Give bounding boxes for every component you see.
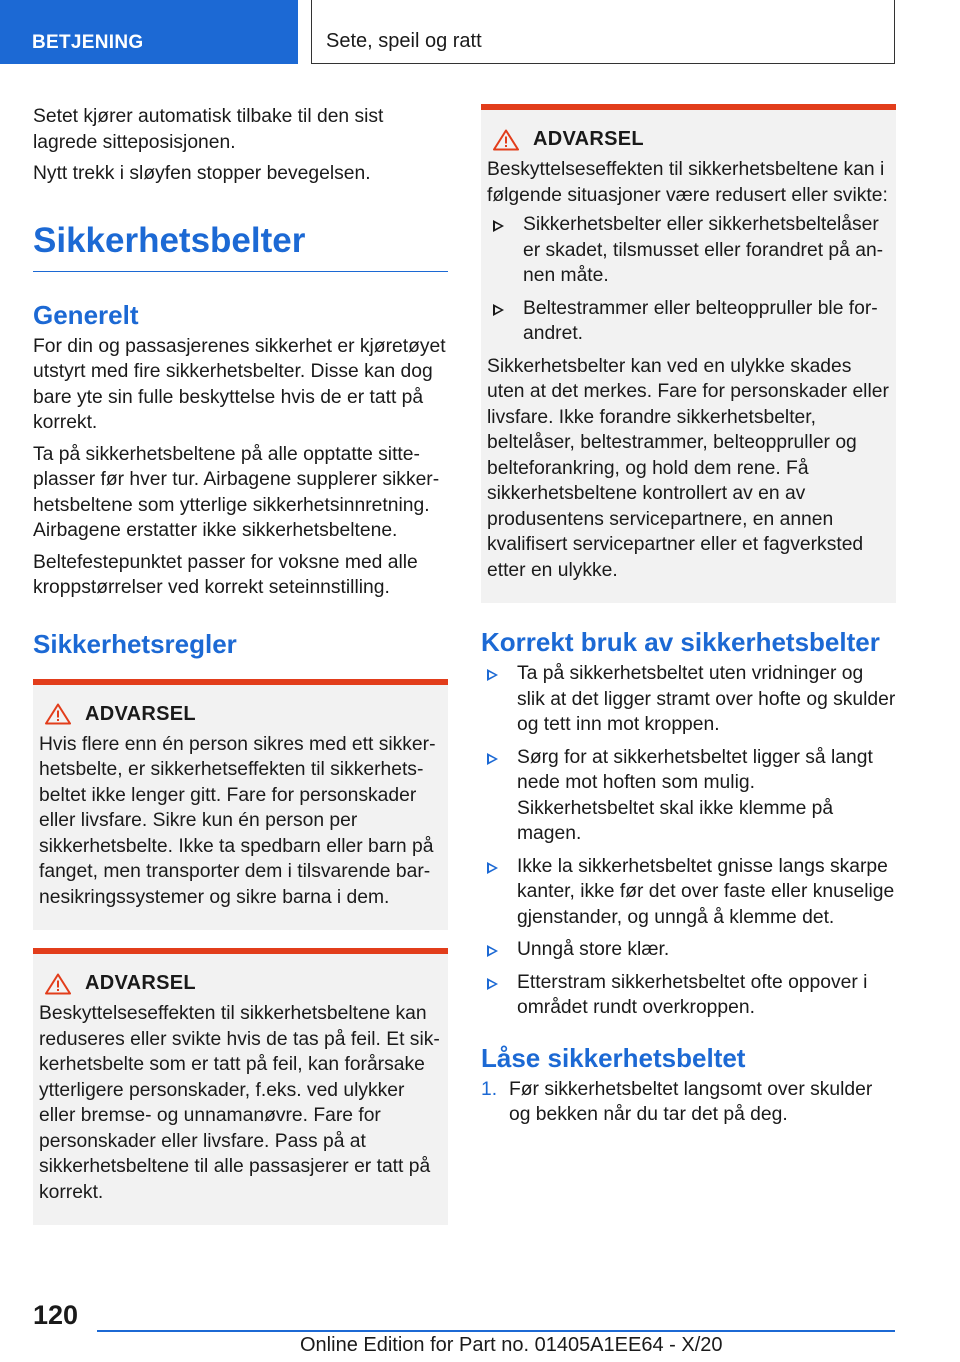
warning-label: ADVARSEL: [85, 702, 196, 725]
chapter-tab: [311, 0, 895, 64]
steps-list: [481, 1077, 896, 1128]
triangle-bullet-icon: [487, 753, 498, 765]
warning-box: [33, 679, 448, 931]
triangle-bullet-icon: [487, 862, 498, 874]
triangle-bullet-icon: [487, 945, 498, 957]
list-item: Etterstram sikkerhetsbeltet ofte oppover i området rundt overkroppen.: [481, 970, 896, 1021]
triangle-bullet-icon: [487, 669, 498, 681]
triangle-bullet-icon: [493, 304, 504, 316]
section-title: BETJENING: [32, 32, 144, 53]
warning-text: Hvis flere enn én person sikres med ett sikkerhetsbelte, er sikkerhetseffekten til sikkerhetsbeltet ikke lenger gitt. Fare for personskader eller livsfare. Sikre kun én person per sikkerhetsbelte. Ikke ta spedbarn eller barn på fanget, men transporter dem i tilsvarende barnesikringssystemer og sikre barna i dem.: [39, 733, 436, 908]
footer-edition: Online Edition for Part no. 01405A1EE64 - X/20: [300, 1334, 723, 1356]
heading-laase: Låse sikkerhetsbeltet: [481, 1042, 746, 1073]
paragraph: Ta på sikkerhetsbeltene på alle opptatte sitteplasser før hver tur. Airbagene supplerer sikkerhetsbeltene som ytterlige sikkerhetsinnretning. Airbagene erstatter ikke sikkerhetsbeltene.: [33, 443, 440, 541]
warning-triangle-icon: [45, 973, 71, 995]
warning-label: ADVARSEL: [533, 128, 644, 150]
step-item: 1. Før sikkerhetsbeltet langsomt over skulder og bekken når du tar det på deg.: [481, 1078, 873, 1125]
warning-box: [33, 948, 448, 1225]
warning-triangle-icon: [493, 129, 519, 151]
warning-box: [481, 104, 896, 603]
warning-list: [487, 212, 890, 347]
triangle-bullet-icon: [493, 220, 504, 232]
warning-text: Sikkerhetsbelter kan ved en ulykke skades uten at det merkes. Fare for personskader eller livsfare. Ikke forandre sikkerhetsbelter, beltelåser, beltestrammer, belteoppruller og belteforankring, og hold dem rene. Få sikkerhetsbeltene kontrollert av en av produsentens servicepartnere, en annen kvalifisert servicepartner eller et fagverksted etter en ulykke.: [487, 355, 889, 581]
right-column: [481, 104, 896, 1128]
intro-paragraph: Nytt trekk i sløyfen stopper bevegelsen.: [33, 163, 371, 184]
list-item: Sørg for at sikkerhetsbeltet ligger så langt nede mot hoften som mulig. Sikkerhetsbeltet skal ikke klemme på magen.: [481, 745, 896, 847]
warning-intro: Beskyttelseseffekten til sikkerhetsbeltene kan i følgende situasjoner være redusert eller svikte:: [487, 159, 888, 206]
heading-sikkerhetsregler: Sikkerhetsregler: [33, 628, 237, 659]
page-title: Sikkerhetsbelter: [33, 221, 448, 272]
intro-paragraph: Setet kjører automatisk tilbake til den sist lagrede sitteposisjonen.: [33, 106, 384, 153]
warning-triangle-icon: [45, 703, 71, 725]
heading-generelt: Generelt: [33, 299, 139, 330]
heading-korrekt-bruk: Korrekt bruk av sikkerhetsbelter: [481, 627, 880, 657]
page-number: 120: [33, 1300, 79, 1330]
warning-text: Beskyttelseseffekten til sikkerhetsbeltene kan reduseres eller svikte hvis de tas på feil. Et sikkerhetsbelte som er tatt på feil, kan forårsake ytterligere personskader, f.eks. ved ulykker eller bremse- og unnamanøvre. Fare for personskader eller livsfare. Pass på at sikkerhetsbeltene til alle passasjerer er tatt på korrekt.: [39, 1003, 440, 1203]
step-number: 1.: [481, 1078, 498, 1100]
warning-title: [45, 972, 442, 995]
chapter-title: Sete, speil og ratt: [326, 30, 482, 52]
paragraph: For din og passasjerenes sikkerhet er kjøretøyet utstyrt med fire sikkerhetsbelter. Disse kan dog bare yte sin fulle beskyttelse hvis de er tatt på korrekt.: [33, 335, 446, 433]
warning-title: [45, 703, 442, 726]
warning-title: [493, 128, 890, 151]
left-column: [33, 104, 448, 1225]
warning-label: ADVARSEL: [85, 972, 196, 994]
list-item: Sikkerhetsbelter eller sikkerhetsbeltelåser er skadet, tilsmusset eller forandret på annen måte.: [487, 212, 890, 289]
list-item: Ikke la sikkerhetsbeltet gnisse langs skarpe kanter, ikke før det over faste eller knuselige gjenstander, og unngå å klemme det.: [481, 854, 896, 931]
section-tab: [0, 0, 298, 64]
triangle-bullet-icon: [487, 978, 498, 990]
list-item: Beltestrammer eller belteoppruller ble forandret.: [487, 296, 890, 347]
usage-list: [481, 661, 896, 1021]
list-item: Unngå store klær.: [481, 937, 896, 963]
paragraph: Beltefestepunktet passer for voksne med alle kroppstørrelser ved korrekt seteinnstilling.: [33, 551, 418, 598]
list-item: Ta på sikkerhetsbeltet uten vridninger og slik at det ligger stramt over hofte og skulder og tett inn mot kroppen.: [481, 661, 896, 738]
footer-divider: [97, 1330, 895, 1332]
